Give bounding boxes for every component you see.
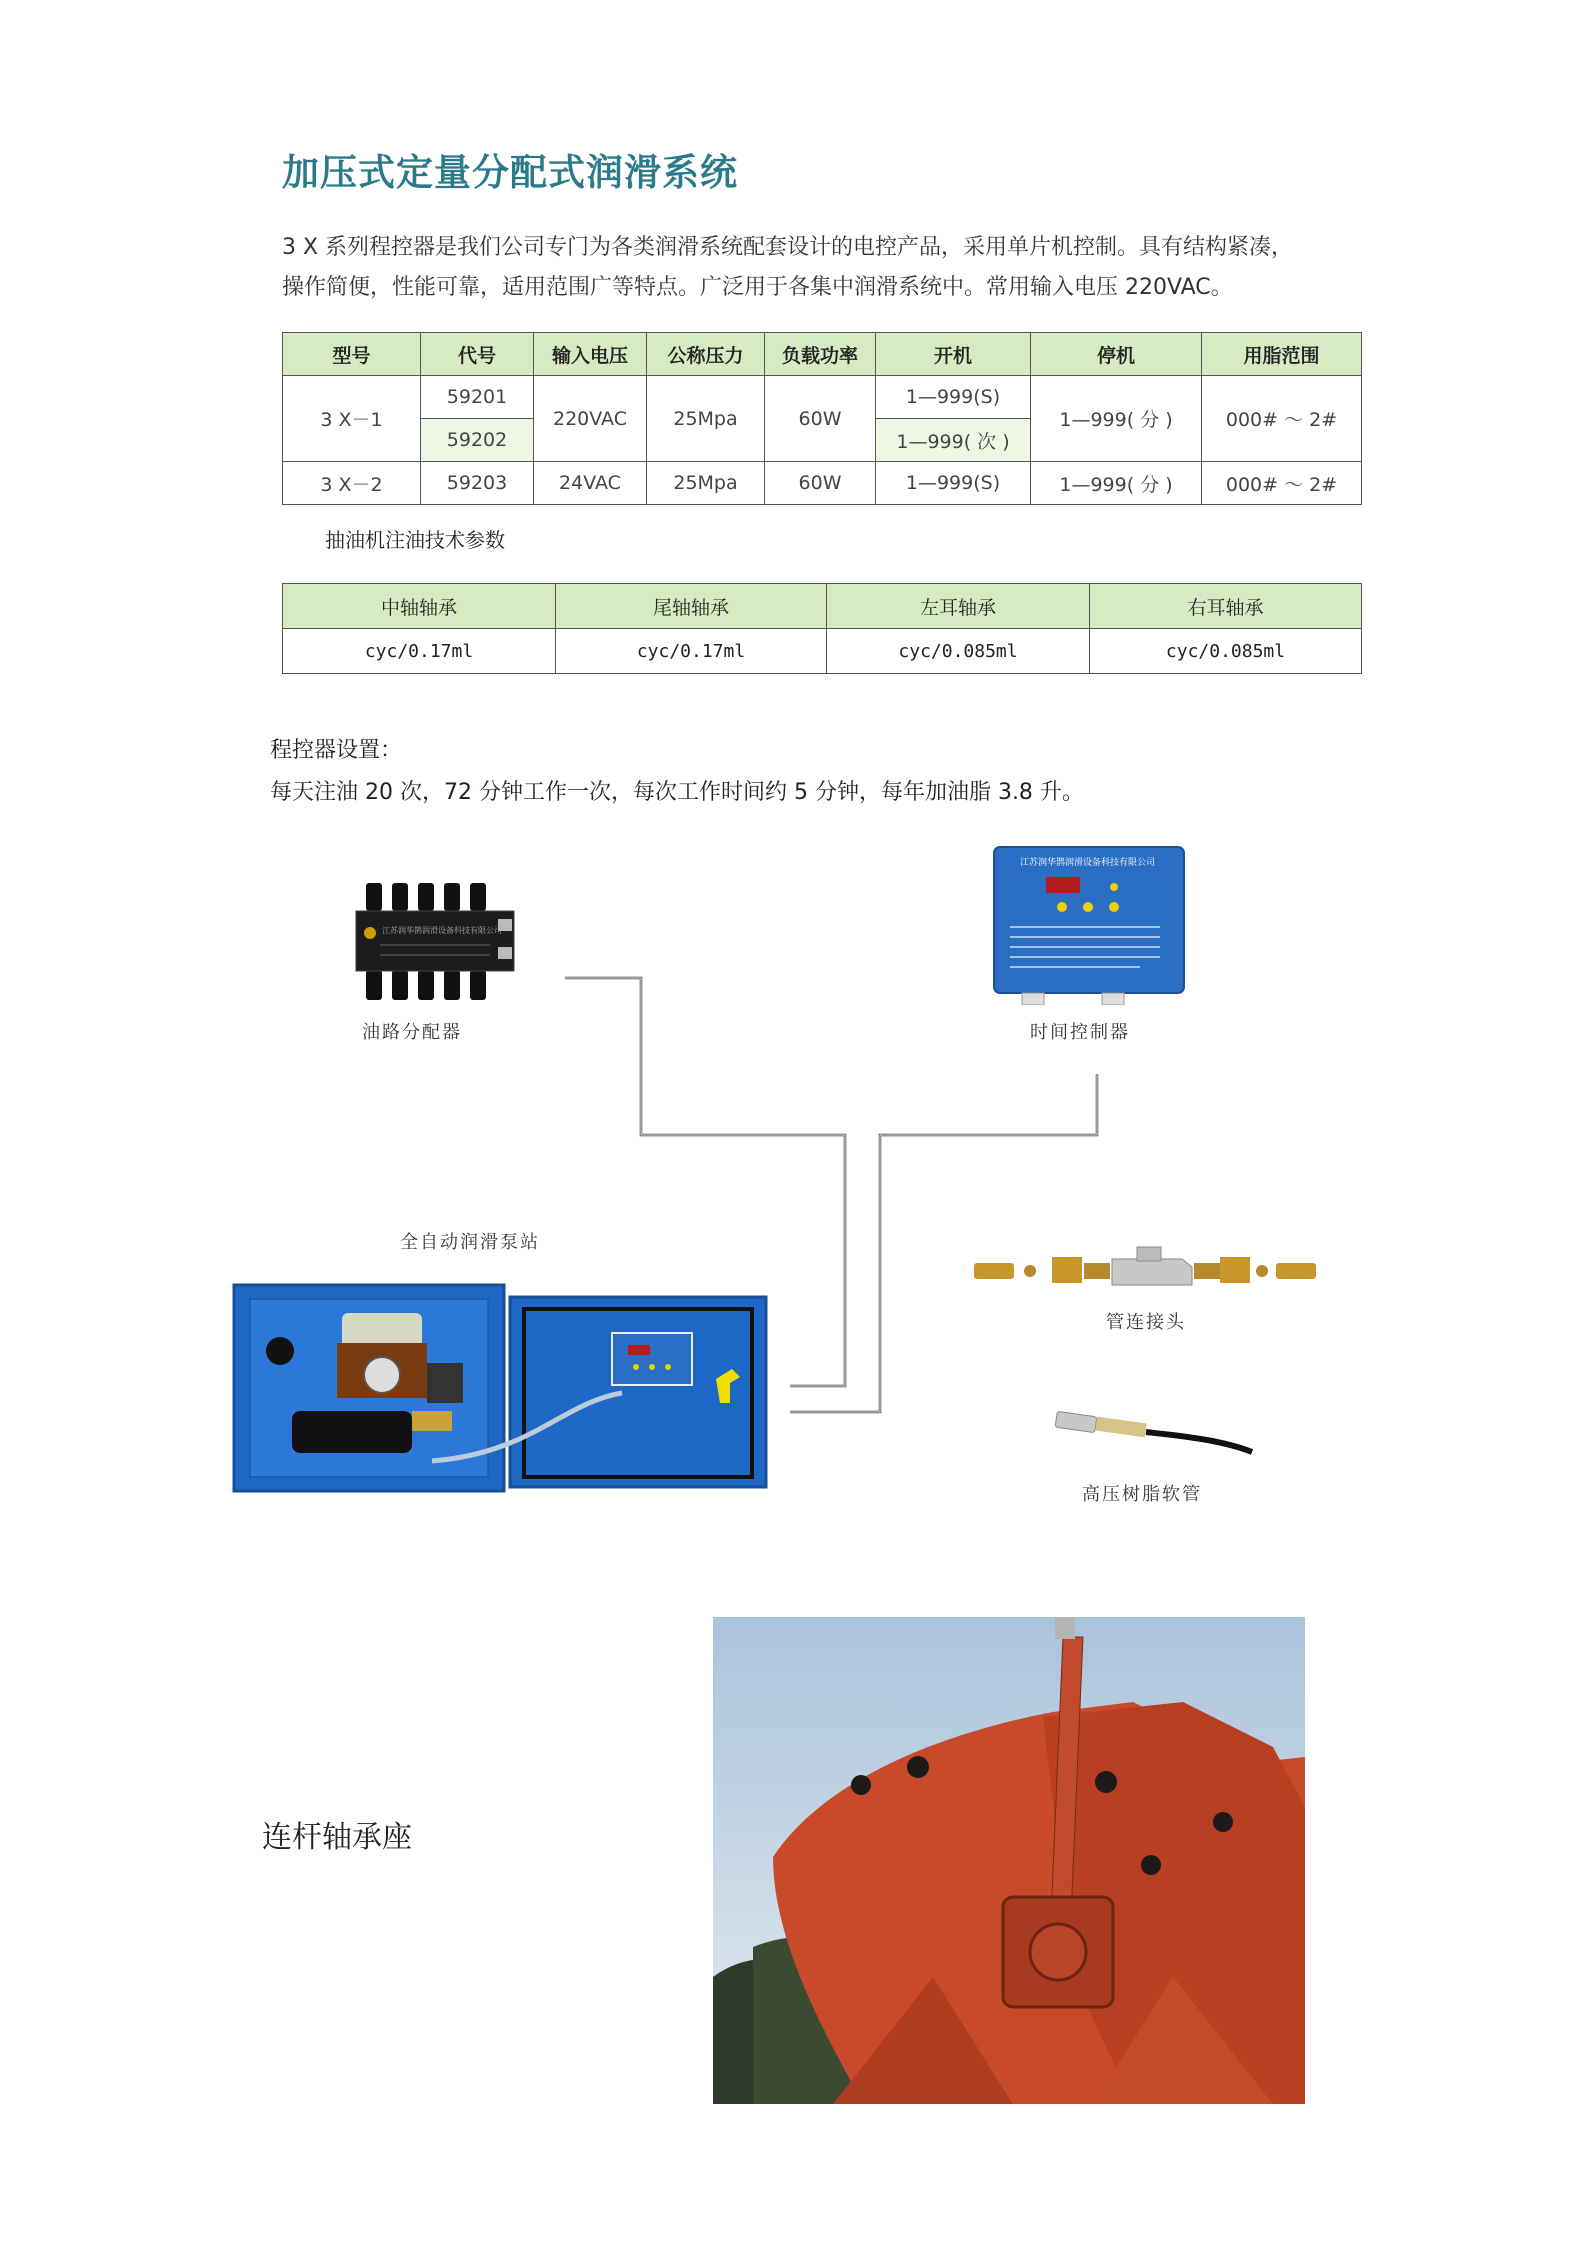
cell-voltage: 220VAC [534,376,647,462]
hose-label: 高压树脂软管 [1082,1484,1202,1505]
cell-pressure: 25Mpa [647,376,765,462]
cell-stop: 1—999( 分 ) [1031,376,1202,462]
header-start: 开机 [876,333,1031,376]
param-value: cyc/0.085ml [1090,629,1362,674]
cell-grease: 000# ～ 2# [1202,376,1362,462]
cell-code: 59203 [421,462,534,505]
timer-label: 时间控制器 [1030,1022,1130,1043]
param-value: cyc/0.085ml [827,629,1090,674]
cell-power: 60W [765,462,876,505]
timer-brand: 江苏润华鹊润滑设备科技有限公司 [1020,858,1156,868]
pump-station-label: 全自动润滑泵站 [400,1232,540,1253]
pump-station-image [232,1283,772,1495]
distributor-brand: 江苏润华鹊润滑设备科技有限公司 [382,926,502,935]
connector-image [972,1245,1322,1295]
param-header: 中轴轴承 [283,584,556,629]
cell-start: 1—999(S) [876,376,1031,419]
cell-code: 59202 [421,419,534,462]
header-voltage: 输入电压 [534,333,647,376]
intro-line-1: 3 X 系列程控器是我们公司专门为各类润滑系统配套设计的电控产品，采用单片机控制。具有结构紧凑， [282,235,1294,260]
distributor-image [350,875,520,1010]
param-title: 抽油机注油技术参数 [325,528,505,552]
cell-pressure: 25Mpa [647,462,765,505]
header-pressure: 公称压力 [647,333,765,376]
header-stop: 停机 [1031,333,1202,376]
param-header: 尾轴轴承 [556,584,827,629]
bearing-seat-photo [713,1617,1305,2104]
cell-stop: 1—999( 分 ) [1031,462,1202,505]
cell-power: 60W [765,376,876,462]
cell-model: 3 X－2 [283,462,421,505]
param-value: cyc/0.17ml [556,629,827,674]
param-header: 左耳轴承 [827,584,1090,629]
cell-start: 1—999( 次 ) [876,419,1031,462]
connector-label: 管连接头 [1106,1312,1186,1333]
cell-code: 59201 [421,376,534,419]
header-code: 代号 [421,333,534,376]
programmer-title: 程控器设置： [270,738,403,763]
page-title: 加压式定量分配式润滑系统 [282,151,738,194]
hose-image [1052,1400,1262,1470]
distributor-label: 油路分配器 [362,1022,462,1043]
programmer-description: 每天注油 20 次，72 分钟工作一次，每次工作时间约 5 分钟，每年加油脂 3.8 升。 [270,780,1084,805]
param-value: cyc/0.17ml [283,629,556,674]
intro-line-2: 操作简便，性能可靠，适用范围广等特点。广泛用于各集中润滑系统中。常用输入电压 220VAC。 [282,275,1233,300]
timer-image [990,845,1190,1005]
cell-grease: 000# ～ 2# [1202,462,1362,505]
cell-model: 3 X－1 [283,376,421,462]
header-power: 负载功率 [765,333,876,376]
cell-voltage: 24VAC [534,462,647,505]
bearing-seat-label: 连杆轴承座 [262,1820,412,1855]
cell-start: 1—999(S) [876,462,1031,505]
param-header: 右耳轴承 [1090,584,1362,629]
header-grease: 用脂范围 [1202,333,1362,376]
header-model: 型号 [283,333,421,376]
